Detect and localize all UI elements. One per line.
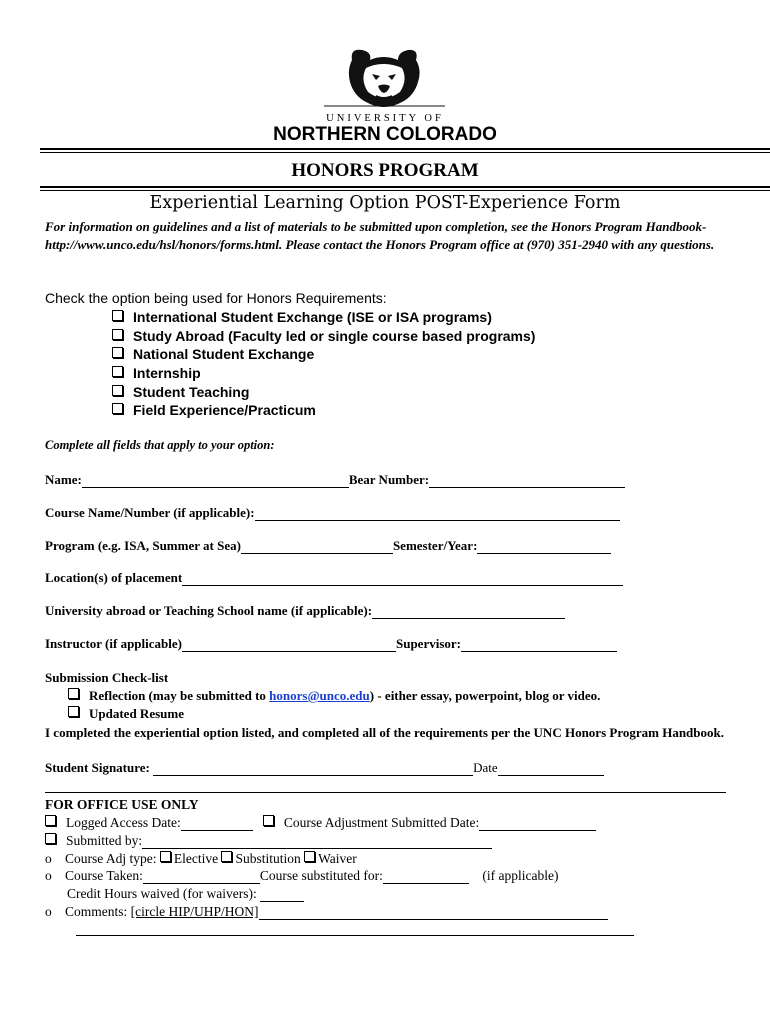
checkbox[interactable] [160,851,171,862]
checkbox[interactable] [263,815,274,826]
instructor-field[interactable] [182,639,396,652]
checkbox[interactable] [112,403,123,414]
name-field[interactable] [82,475,349,488]
location-field[interactable] [182,573,623,586]
office-title: FOR OFFICE USE ONLY [45,797,199,812]
name-row: Name: Bear Number: [45,472,625,488]
checkbox[interactable] [45,833,56,844]
comments-row: o Comments: [circle HIP/UHP/HON] [45,904,608,920]
program-title: HONORS PROGRAM [291,160,479,181]
signature-field[interactable] [153,763,473,776]
submitted-row: Submitted by: [45,833,492,849]
options-title: Check the option being used for Honors Requirements: [45,290,387,306]
reflection-item[interactable]: Reflection (may be submitted to honors@unco.edu) - either essay, powerpoint, blog or video. [68,688,600,704]
option-nse[interactable]: National Student Exchange [112,346,314,362]
title-rule [40,186,770,188]
course-row: Course Name/Number (if applicable): [45,505,620,521]
program-row: Program (e.g. ISA, Summer at Sea) Semester/Year: [45,538,611,554]
bear-number-field[interactable] [429,475,625,488]
checkbox[interactable] [68,706,79,717]
credit-hours-field[interactable] [260,889,304,902]
header-rule [40,148,770,150]
university-row: University abroad or Teaching School name (if applicable): [45,603,565,619]
form-title: Experiential Learning Option POST-Experience Form [149,193,621,213]
circle-bullet-icon: o [45,868,52,883]
checkbox[interactable] [112,310,123,321]
course-name-field[interactable] [255,508,620,521]
university-field[interactable] [372,606,565,619]
checkbox[interactable] [112,366,123,377]
unc-bear-logo [322,46,447,113]
location-row: Location(s) of placement [45,570,623,586]
adjustment-date-field[interactable] [479,818,596,831]
option-internship[interactable]: Internship [112,365,201,381]
comments-field[interactable] [259,907,608,920]
course-sub-field[interactable] [383,871,469,884]
checkbox[interactable] [68,688,79,699]
signature-row: Student Signature: Date [45,760,604,776]
fields-instruction: Complete all fields that apply to your option: [45,438,275,452]
title-rule-thin [40,190,770,191]
option-ise[interactable]: International Student Exchange (ISE or ISA programs) [112,309,492,325]
resume-item[interactable]: Updated Resume [68,706,184,722]
checkbox[interactable] [221,851,232,862]
instructor-row: Instructor (if applicable) Supervisor: [45,636,617,652]
intro-text: For information on guidelines and a list of materials to be submitted upon completion, see the Honors Program Handbook- http://www.unco.edu/hsl/honors/forms.html. Please contact the Honors Program office at (970) 351-2940 with any questions. [45,219,715,252]
submission-title: Submission Check-list [45,670,169,685]
adj-type-row: o Course Adj type: Elective Substitution Waiver [45,851,357,866]
university-name: NORTHERN COLORADO [273,124,497,145]
credit-hours-row: Credit Hours waived (for waivers): [67,886,304,902]
course-taken-row: o Course Taken: Course substituted for: (if applicable) [45,868,559,883]
supervisor-field[interactable] [461,639,617,652]
checkbox[interactable] [45,815,56,826]
date-field[interactable] [498,763,604,776]
logged-date-field[interactable] [181,818,253,831]
option-study-abroad[interactable]: Study Abroad (Faculty led or single course based programs) [112,328,535,344]
option-student-teaching[interactable]: Student Teaching [112,384,249,400]
checkbox[interactable] [112,329,123,340]
completion-statement: I completed the experiential option listed, and completed all of the requirements per the UNC Honors Program Handbook. [45,725,724,740]
semester-field[interactable] [477,541,611,554]
checkbox[interactable] [112,385,123,396]
circle-bullet-icon: o [45,851,52,866]
office-rule [45,792,726,793]
course-taken-field[interactable] [143,871,260,884]
university-of-label: UNIVERSITY OF [326,113,444,124]
comments-field-extra[interactable] [76,935,634,936]
circle-bullet-icon: o [45,904,52,919]
header-rule-thin [40,152,770,153]
submitted-by-field[interactable] [142,836,492,849]
checkbox[interactable] [304,851,315,862]
option-field-experience[interactable]: Field Experience/Practicum [112,402,316,418]
email-link[interactable]: honors@unco.edu [269,688,370,703]
checkbox[interactable] [112,347,123,358]
program-field[interactable] [241,541,393,554]
logged-row: Logged Access Date: Course Adjustment Submitted Date: [45,815,596,831]
